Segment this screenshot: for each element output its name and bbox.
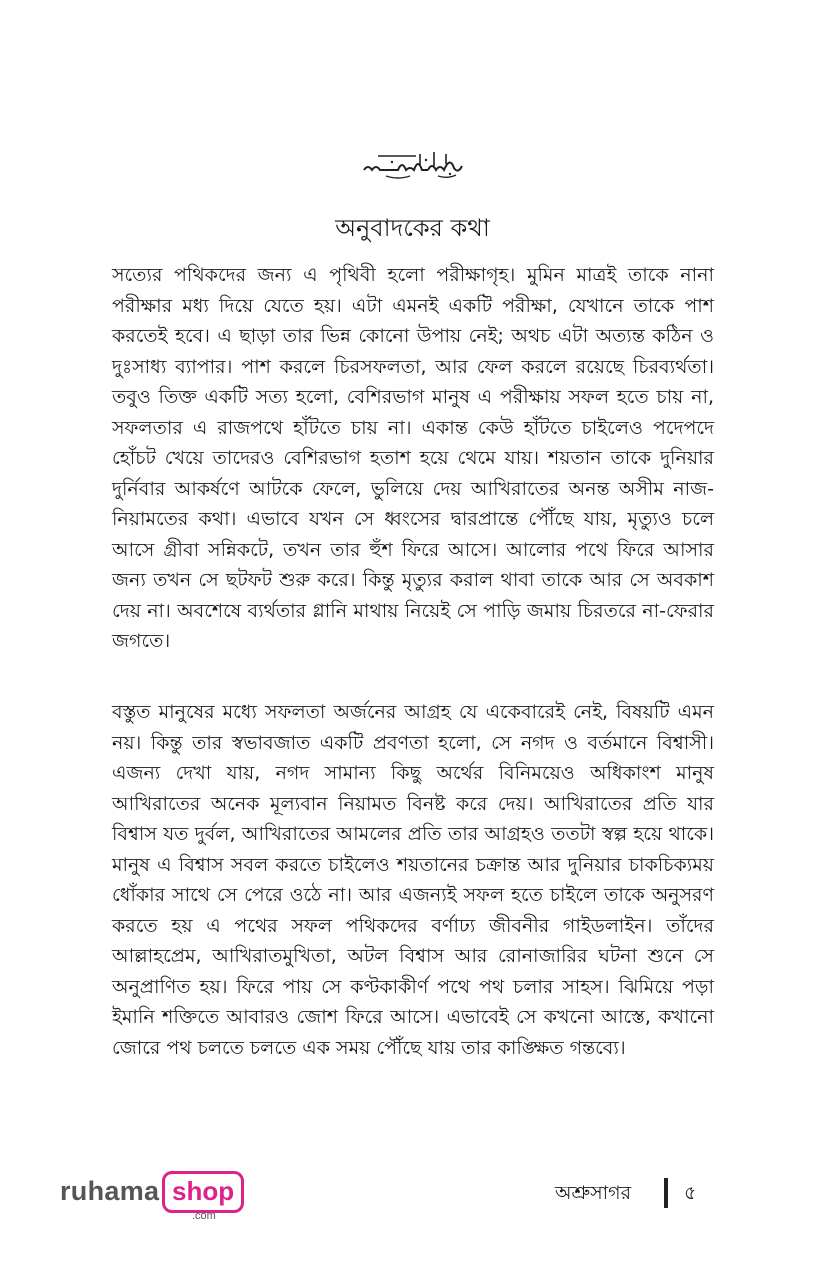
page-title: অনুবাদকের কথা [335,214,490,242]
footer-book-title: অশ্রুসাগর [555,1182,632,1204]
paragraph-2: বস্তুত মানুষের মধ্যে সফলতা অর্জনের আগ্রহ যে একেবারেই নেই, বিষয়টি এমন নয়। কিন্তু তার স্বভাবজাত একটি প্রবণতা হলো, সে নগদ ও বর্তমানে বিশ্বাসী। এজন্য দেখা যায়, নগদ সামান্য কিছু অর্থের বিনিময়েও অধিকাংশ মানুষ আখিরাতের অনেক মূল্যবান নিয়ামত বিনষ্ট করে দেয়। আখিরাতের প্রতি যার বিশ্বাস যত দুর্বল, আখিরাতের আমলের প্রতি তার আগ্রহও ততটা স্বল্প হয়ে থাকে। মানুষ এ বিশ্বাস সবল করতে চাইলেও শয়তানের চক্রান্ত আর দুনিয়ার চাকচিক্যময় ধোঁকার সাথে সে পেরে ওঠে না। আর এজন্যই সফল হতে চাইলে তাকে অনুসরণ করতে হয় এ পথের সফল পথিকদের বর্ণাঢ্য জীবনীর গাইডলাইন। তাঁদের আল্লাহপ্রেম, আখিরাতমুখিতা, অটল বিশ্বাস আর রোনাজারির ঘটনা শুনে সে অনুপ্রাণিত হয়। ফিরে পায় সে কণ্টকাকীর্ণ পথে পথ চলার সাহস। ঝিমিয়ে পড়া ইমানি শক্তিতে আবারও জোশ ফিরে আসে। এভাবেই সে কখনো আস্তে, কখানো জোরে পথ চলতে চলতে এক সময় পৌঁছে যায় তার কাঙ্ক্ষিত গন্তব্যে। [112,701,714,1059]
paragraph-1: সত্যের পথিকদের জন্য এ পৃথিবী হলো পরীক্ষাগৃহ। মুমিন মাত্রই তাকে নানা পরীক্ষার মধ্য দিয়ে যেতে হয়। এটা এমনই একটি পরীক্ষা, যেখানে তাকে পাশ করতেই হবে। এ ছাড়া তার ভিন্ন কোনো উপায় নেই; অথচ এটা অত্যন্ত কঠিন ও দুঃসাধ্য ব্যাপার। পাশ করলে চিরসফলতা, আর ফেল করলে রয়েছে চিরব্যর্থতা। তবুও তিক্ত একটি সত্য হলো, বেশিরভাগ মানুষ এ পরীক্ষায় সফল হতে চায় না, সফলতার এ রাজপথে হাঁটতে চায় না। একান্ত কেউ হাঁটতে চাইলেও পদেপদে হোঁচট খেয়ে তাদেরও বেশিরভাগ হতাশ হয়ে থেমে যায়। শয়তান তাকে দুনিয়ার দুর্নিবার আকর্ষণে আটকে ফেলে, ভুলিয়ে দেয় আখিরাতের অনন্ত অসীম নাজ-নিয়ামতের কথা। এভাবে যখন সে ধ্বংসের দ্বারপ্রান্তে পৌঁছে যায়, মৃত্যুও চলে আসে গ্রীবা সন্নিকটে, তখন তার হুঁশ ফিরে আসে। আলোর পথে ফিরে আসার জন্য তখন সে ছটফট শুরু করে। কিন্তু মৃত্যুর করাল থাবা তাকে আর সে অবকাশ দেয় না। অবশেষে ব্যর্থতার গ্লানি মাথায় নিয়েই সে পাড়ি জমায় চিরতরে না-ফেরার জগতে। [112,264,714,652]
logo-shop-badge: shop [162,1171,244,1213]
footer-page-number: ৫ [684,1182,697,1204]
ruhamashop-logo [60,1168,235,1224]
logo-brand-text: ruhama [60,1176,160,1206]
bismillah-calligraphy [0,146,825,180]
logo-domain-text: .com [192,1210,216,1222]
footer-divider [664,1178,668,1208]
bismillah-calligraphy-icon [358,146,468,180]
